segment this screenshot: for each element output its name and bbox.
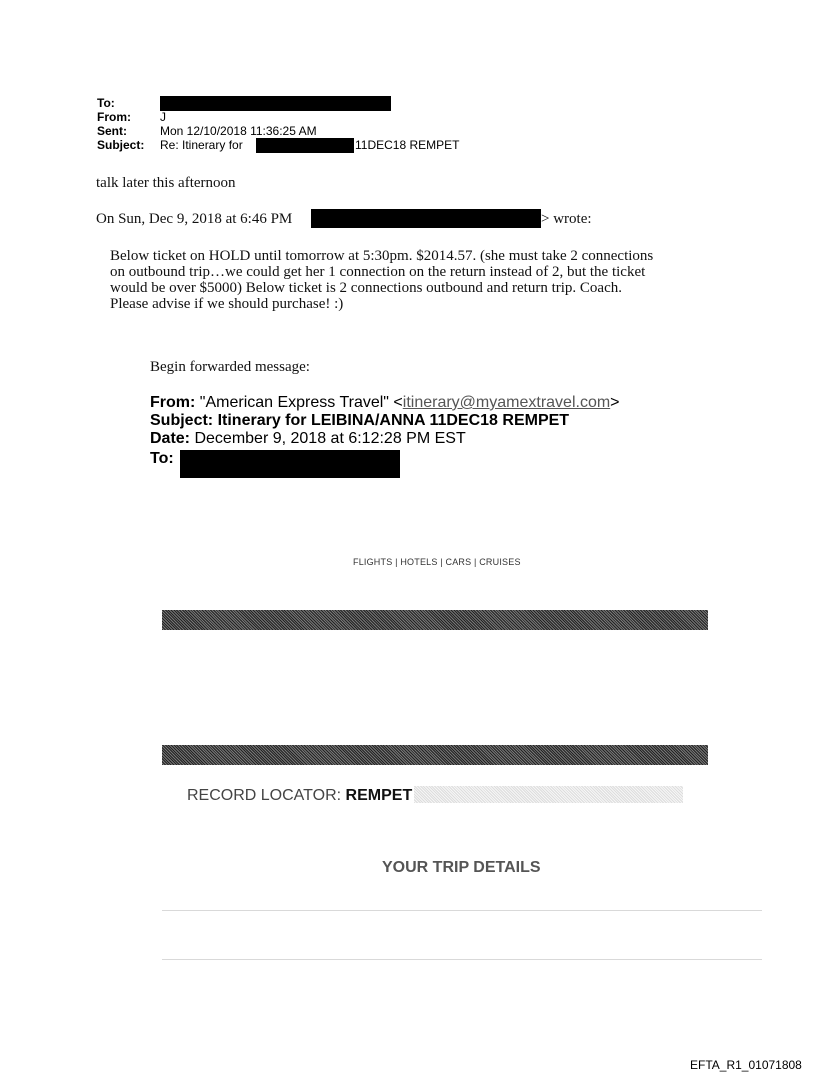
record-locator-value: REMPET: [345, 787, 413, 804]
quote-intro-prefix: On Sun, Dec 9, 2018 at 6:46 PM: [96, 211, 293, 227]
quoted-message: [110, 248, 730, 312]
forward-from-email-link[interactable]: itinerary@myamextravel.com: [402, 394, 611, 411]
forward-date-value: December 9, 2018 at 6:12:28 PM EST: [194, 430, 466, 447]
reply-text: talk later this afternoon: [96, 175, 236, 191]
itinerary-nav: FLIGHTS | HOTELS | CARS | CRUISES: [353, 557, 521, 567]
sent-label: Sent:: [97, 124, 127, 138]
quote-intro-suffix: > wrote:: [541, 211, 592, 227]
forward-subject-label: Subject:: [150, 412, 214, 429]
forward-to-label: To:: [150, 450, 174, 467]
forward-subject-line: [150, 412, 569, 430]
quote-line: Below ticket on HOLD until tomorrow at 5:30pm. $2014.57. (she must take 2 connections: [110, 248, 654, 264]
redacted-forward-to: [180, 450, 400, 478]
forward-from-label: From:: [150, 394, 196, 411]
record-locator-strip: [414, 786, 683, 803]
quote-line: on outbound trip…we could get her 1 connection on the return instead of 2, but the ticket: [110, 264, 646, 280]
document-id: EFTA_R1_01071808: [690, 1058, 802, 1072]
sent-value: Mon 12/10/2018 11:36:25 AM: [160, 124, 317, 138]
banner-band-bottom: [162, 745, 708, 765]
record-locator-label: RECORD LOCATOR:: [187, 787, 346, 804]
forward-intro: Begin forwarded message:: [150, 359, 310, 375]
forward-from-line: [150, 394, 620, 412]
forward-subject-value: Itinerary for LEIBINA/ANNA 11DEC18 REMPET: [217, 412, 570, 429]
banner-band-top: [162, 610, 708, 630]
forward-from-name: "American Express Travel" <: [199, 394, 403, 411]
to-label: To:: [97, 96, 115, 110]
subject-prefix: Re: Itinerary for: [160, 138, 243, 152]
divider: [162, 910, 762, 911]
divider: [162, 959, 762, 960]
quote-line: would be over $5000) Below ticket is 2 connections outbound and return trip. Coach.: [110, 280, 622, 296]
from-value: J: [160, 110, 166, 124]
from-label: From:: [97, 110, 131, 124]
trip-details-heading: YOUR TRIP DETAILS: [382, 859, 541, 876]
subject-suffix: 11DEC18 REMPET: [355, 138, 460, 152]
forward-date-label: Date:: [150, 430, 191, 447]
record-locator: [187, 787, 412, 805]
redacted-subject-name: [256, 138, 354, 153]
forward-from-close: >: [610, 394, 620, 411]
redacted-recipient: [160, 96, 391, 111]
subject-label: Subject:: [97, 138, 145, 152]
forward-date-line: [150, 430, 466, 448]
redacted-sender: [311, 209, 541, 228]
quote-line: Please advise if we should purchase! :): [110, 296, 344, 312]
